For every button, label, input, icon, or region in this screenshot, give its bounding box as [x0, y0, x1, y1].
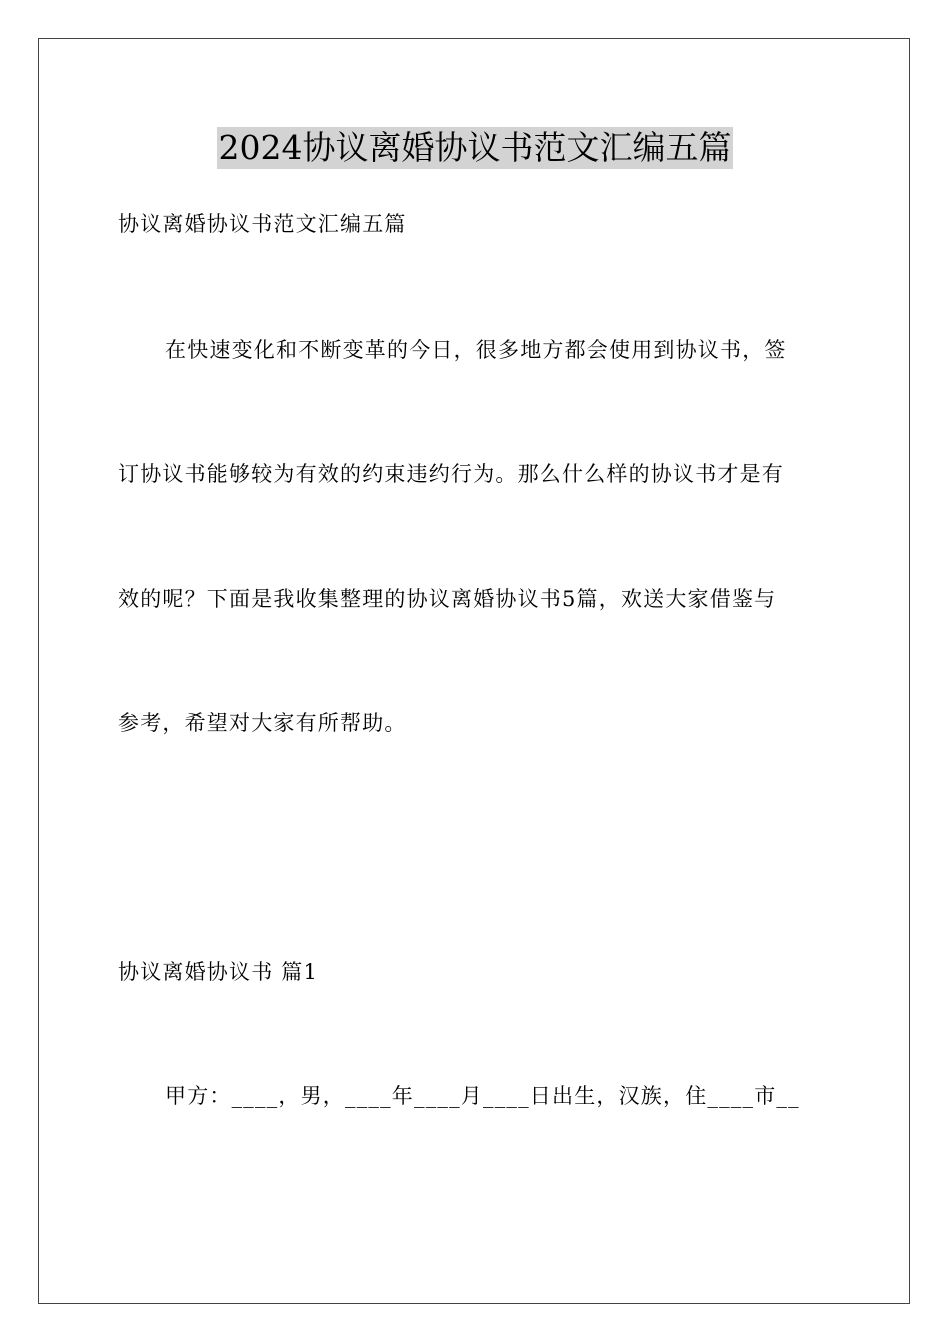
title-container	[0, 127, 950, 169]
intro-line-1: 在快速变化和不断变革的今日，很多地方都会使用到协议书，签	[165, 338, 787, 362]
party-a-line: 甲方：____，男，____年____月____日出生，汉族，住____市__	[165, 1084, 800, 1108]
section-heading: 协议离婚协议书 篇1	[118, 960, 319, 984]
document-title: 2024协议离婚协议书范文汇编五篇	[218, 128, 732, 167]
document-subtitle: 协议离婚协议书范文汇编五篇	[118, 212, 407, 236]
intro-line-4: 参考，希望对大家有所帮助。	[118, 711, 407, 735]
intro-line-2: 订协议书能够较为有效的约束违约行为。那么什么样的协议书才是有	[118, 462, 784, 486]
intro-line-3: 效的呢？下面是我收集整理的协议离婚协议书5篇，欢送大家借鉴与	[118, 587, 777, 611]
